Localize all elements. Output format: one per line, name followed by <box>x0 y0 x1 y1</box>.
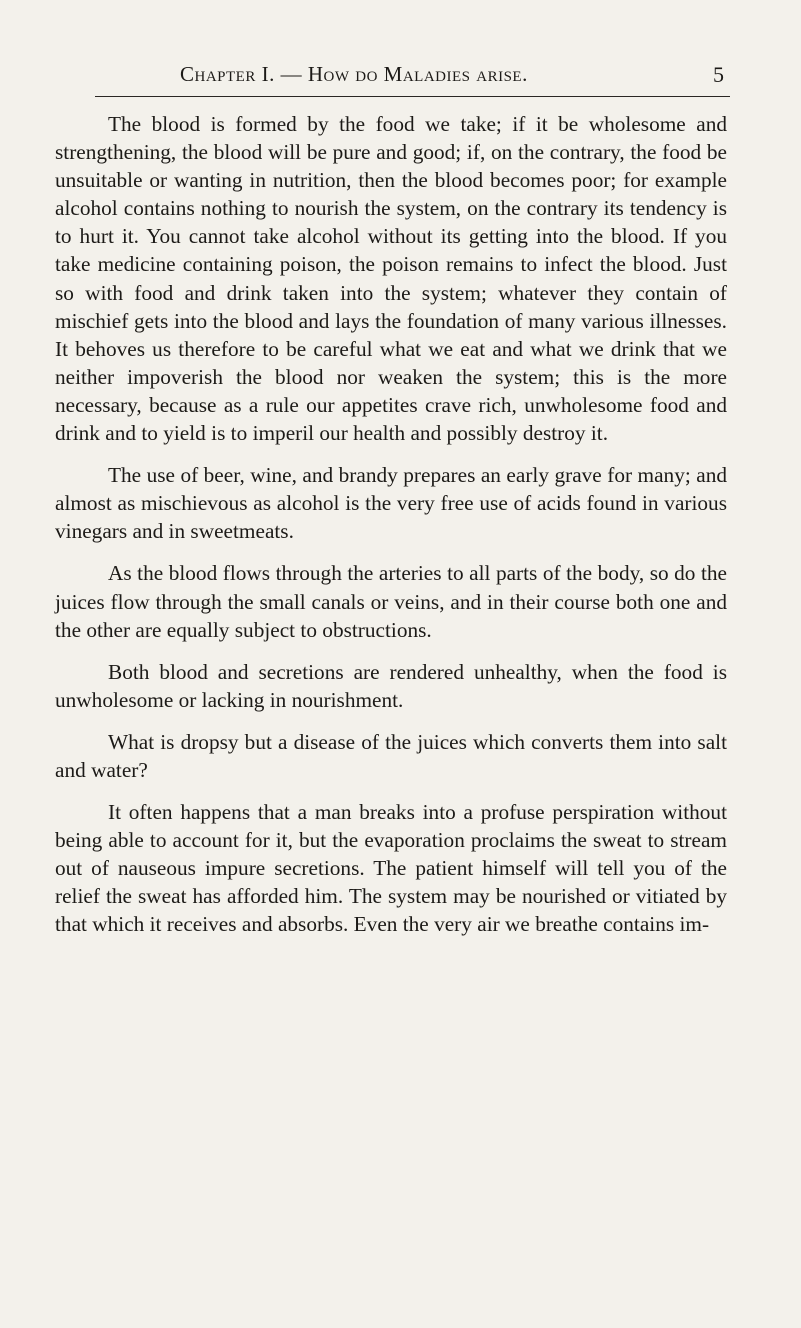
paragraph-dropsy: What is dropsy but a disease of the juices which converts them into salt and water? <box>55 729 727 782</box>
running-head: Chapter I. — How do Maladies arise. <box>180 62 528 86</box>
paragraph-blood-flows: As the blood flows through the arteries to all parts of the body, so do the juices flow through the small canals or veins, and in their course both one and the other are equally subject to obstructions. <box>55 561 727 642</box>
paragraph-secretions-unhealthy: Both blood and secretions are rendered unhealthy, when the food is unwholesome or lacking in nourishment. <box>55 659 727 712</box>
paragraph-perspiration: It often happens that a man breaks into a profuse perspiration without being able to account for it, but the evaporation proclaims the sweat to stream out of nauseous impure secretions. The patient himself will tell you of the relief the sweat has afforded him. The system may be nourished or vitiated by that which it receives and absorbs. Even the very air we breathe contains im- <box>55 800 727 937</box>
page-header <box>95 62 730 97</box>
page-number: 5 <box>713 62 724 87</box>
paragraph-beer-wine-brandy: The use of beer, wine, and brandy prepares an early grave for many; and almost as mischievous as alcohol is the very free use of acids found in various vinegars and in sweetmeats. <box>55 463 727 544</box>
paragraph-blood-formation: The blood is formed by the food we take; if it be wholesome and strengthening, the blood will be pure and good; if, on the contrary, the food be unsuitable or wanting in nutrition, then the blood becomes poor; for example alcohol contains nothing to nourish the system, on the contrary its tendency is to hurt it. You cannot take alcohol without its getting into the blood. If you take medicine containing poison, the poison remains to infect the blood. Just so with food and drink taken into the system; whatever they contain of mischief gets into the blood and lays the foundation of many various illnesses. It behoves us therefore to be careful what we eat and what we drink that we neither impoverish the blood nor weaken the system; this is the more necessary, because as a rule our appetites crave rich, unwholesome food and drink and to yield is to imperil our health and possibly destroy it. <box>55 112 727 446</box>
body-text <box>55 110 727 939</box>
